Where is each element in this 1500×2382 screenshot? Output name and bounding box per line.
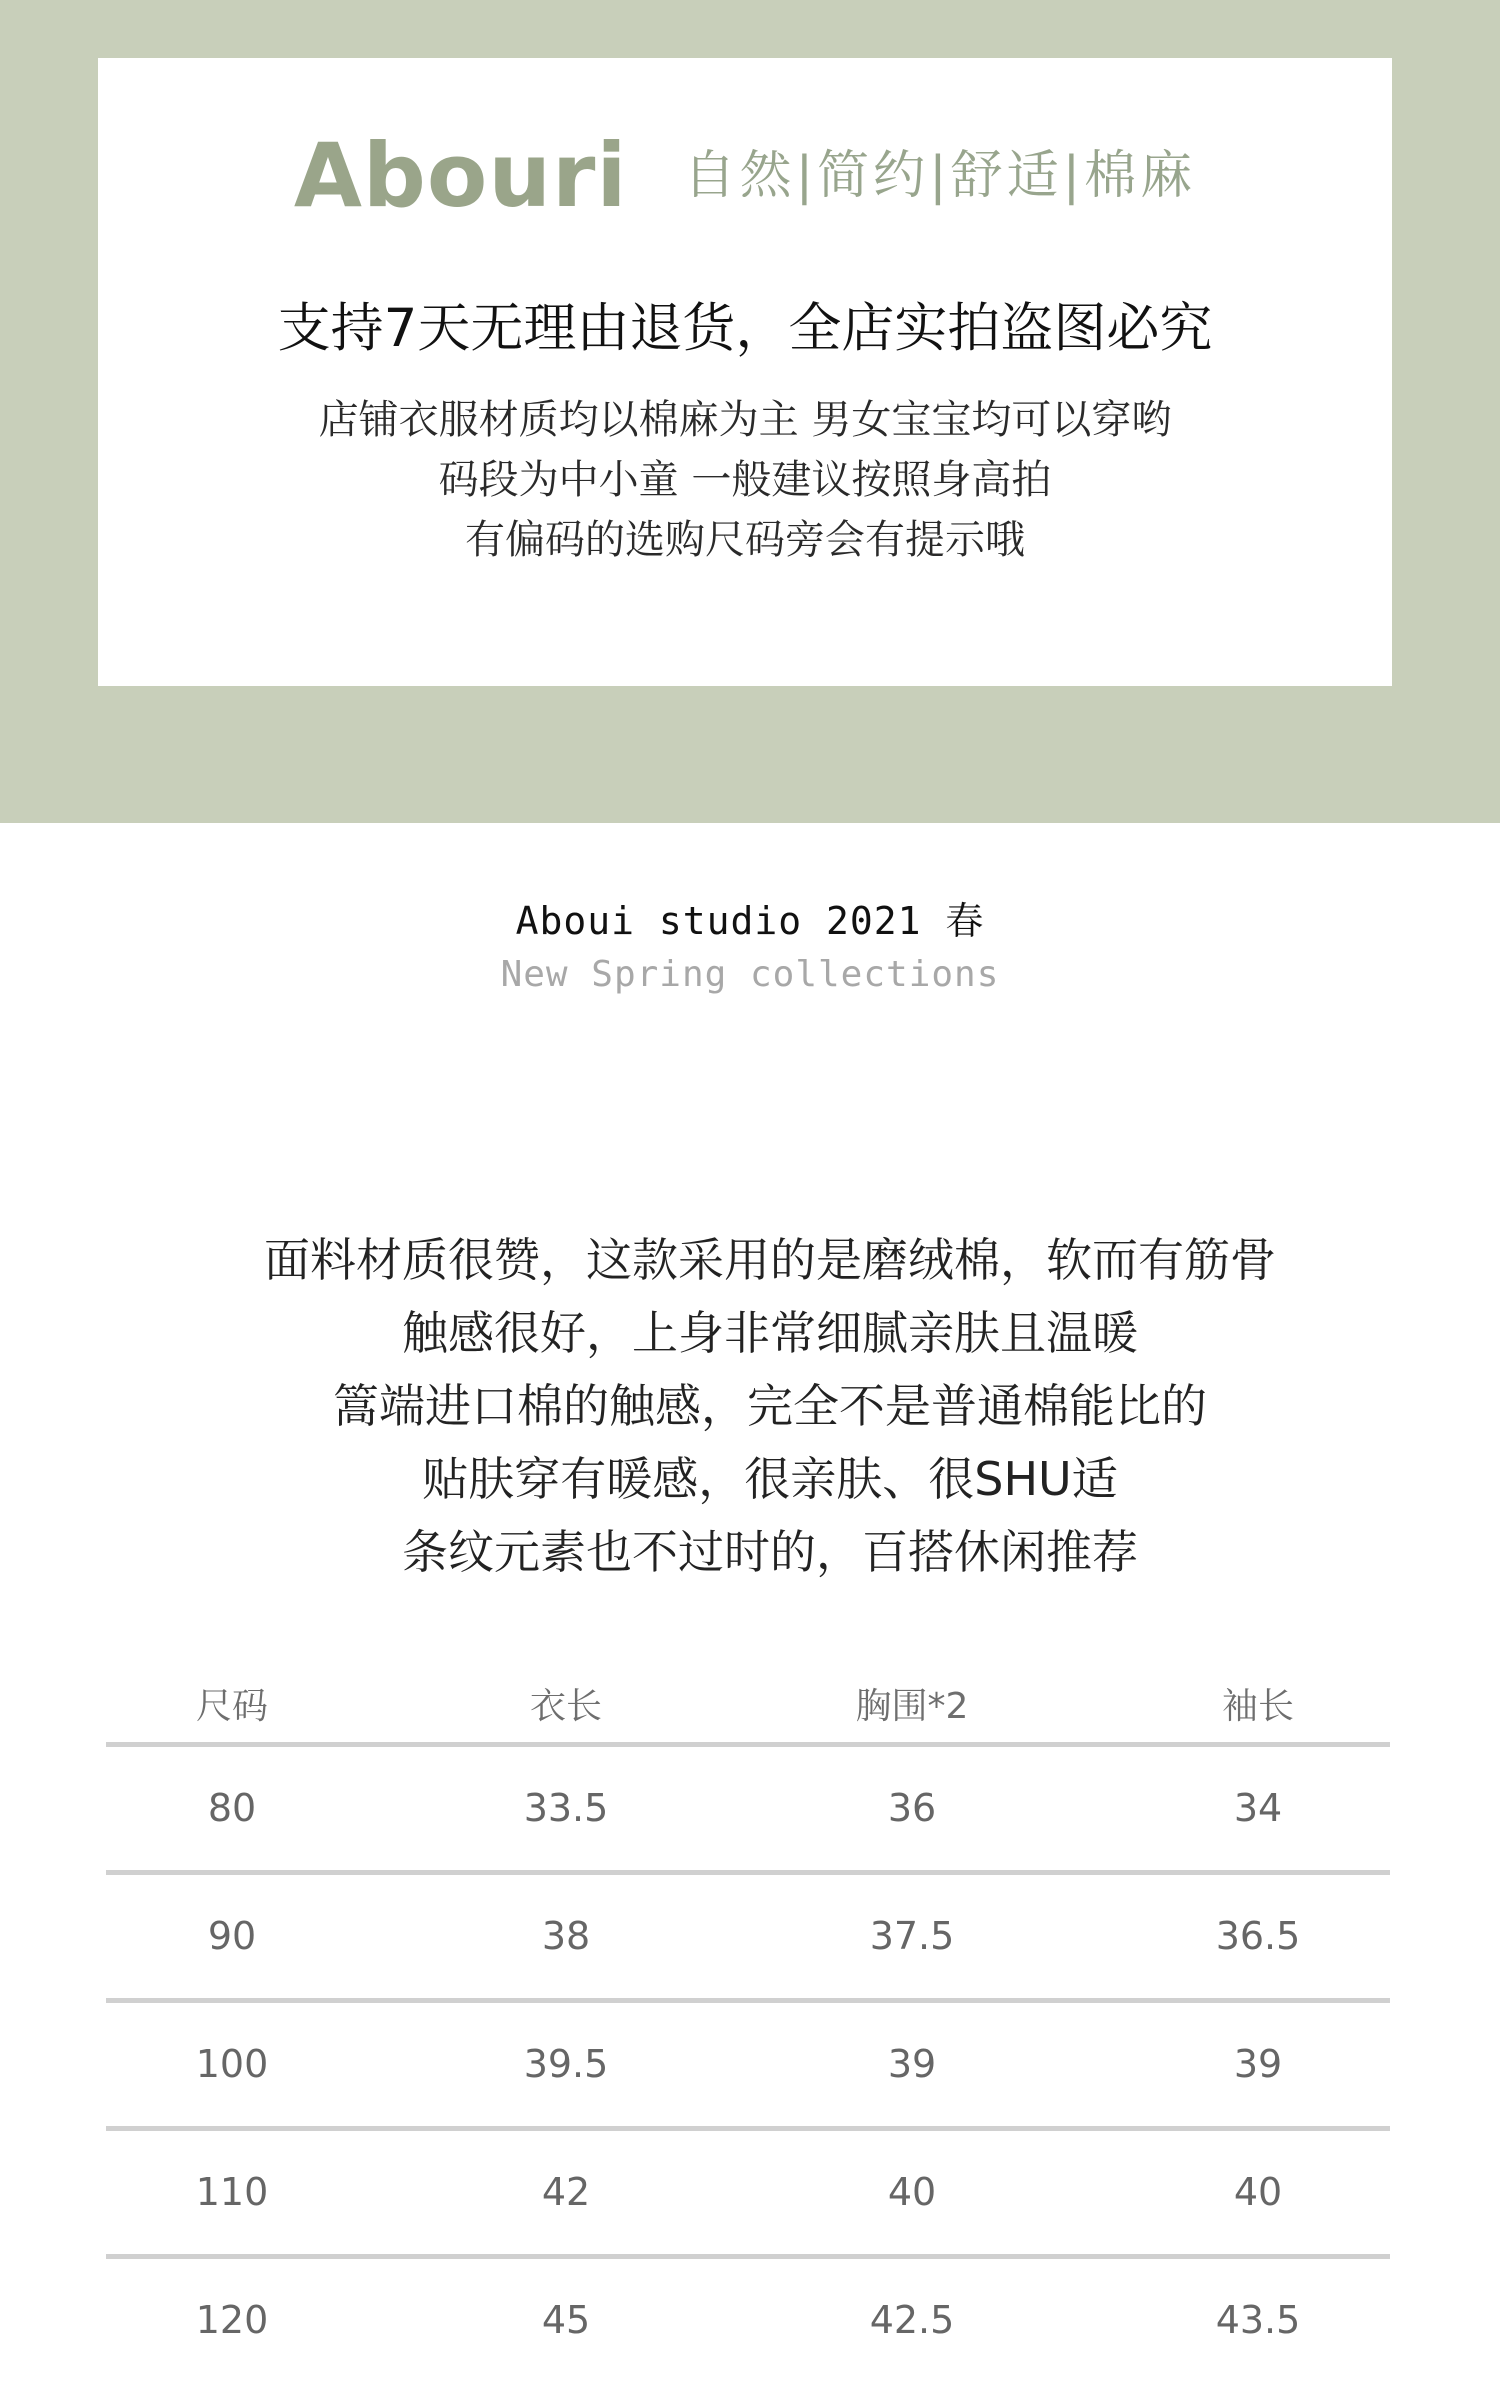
column-header-sleeve: 袖长 (1221, 1686, 1294, 1727)
column-header-chest: 胸围*2 (855, 1686, 969, 1727)
collection-header (0, 892, 1500, 1000)
size-cell: 90 (207, 1914, 257, 1958)
chest-cell: 40 (887, 2170, 937, 2214)
length-cell: 39.5 (523, 2042, 609, 2086)
banner-card (98, 58, 1392, 686)
table-row (106, 1875, 1390, 1998)
description-line: 条纹元素也不过时的，百搭休闲推荐 (402, 1525, 1138, 1579)
description-line: 贴肤穿有暖感，很亲肤、很SHU适 (422, 1452, 1118, 1506)
brand-tagline: 自然|简约|舒适|棉麻 (683, 146, 1197, 206)
shop-note-line: 有偏码的选购尺码旁会有提示哦 (465, 517, 1025, 563)
table-row (106, 2003, 1390, 2126)
description-line: 触感很好，上身非常细腻亲肤且温暖 (402, 1306, 1138, 1360)
sleeve-cell: 40 (1233, 2170, 1283, 2214)
length-cell: 33.5 (523, 1786, 609, 1830)
table-row (106, 2131, 1390, 2254)
size-cell: 100 (195, 2042, 269, 2086)
table-row (106, 1747, 1390, 1870)
column-header-size: 尺码 (195, 1686, 268, 1727)
promo-banner (0, 0, 1500, 823)
length-cell: 45 (541, 2298, 591, 2342)
shop-note-line: 店铺衣服材质均以棉麻为主 男女宝宝均可以穿哟 (318, 397, 1172, 443)
chest-cell: 39 (887, 2042, 937, 2086)
product-description (0, 1224, 1500, 1589)
shop-notes (98, 390, 1392, 570)
sleeve-cell: 43.5 (1215, 2298, 1301, 2342)
return-policy-title: 支持7天无理由退货，全店实拍盗图必究 (277, 298, 1213, 359)
shop-note-line: 码段为中小童 一般建议按照身高拍 (438, 457, 1052, 503)
size-chart-table (106, 1672, 1390, 2382)
sleeve-cell: 34 (1233, 1786, 1283, 1830)
brand-row (98, 116, 1392, 236)
description-line: 面料材质很赞，这款采用的是磨绒棉，软而有筋骨 (264, 1233, 1276, 1287)
table-header-row (106, 1672, 1390, 1742)
column-header-length: 衣长 (529, 1686, 602, 1727)
size-cell: 80 (207, 1786, 257, 1830)
table-row (106, 2259, 1390, 2382)
collection-title: Aboui studio 2021 春 (515, 899, 985, 943)
description-line: 篙端进口棉的触感，完全不是普通棉能比的 (333, 1379, 1207, 1433)
chest-cell: 42.5 (869, 2298, 955, 2342)
brand-logo: Abouri (293, 124, 628, 227)
chest-cell: 36 (887, 1786, 937, 1830)
sleeve-cell: 36.5 (1215, 1914, 1301, 1958)
size-cell: 120 (195, 2298, 269, 2342)
sleeve-cell: 39 (1233, 2042, 1283, 2086)
size-cell: 110 (195, 2170, 269, 2214)
collection-subtitle: New Spring collections (500, 954, 1000, 995)
length-cell: 42 (541, 2170, 591, 2214)
length-cell: 38 (541, 1914, 591, 1958)
chest-cell: 37.5 (869, 1914, 955, 1958)
